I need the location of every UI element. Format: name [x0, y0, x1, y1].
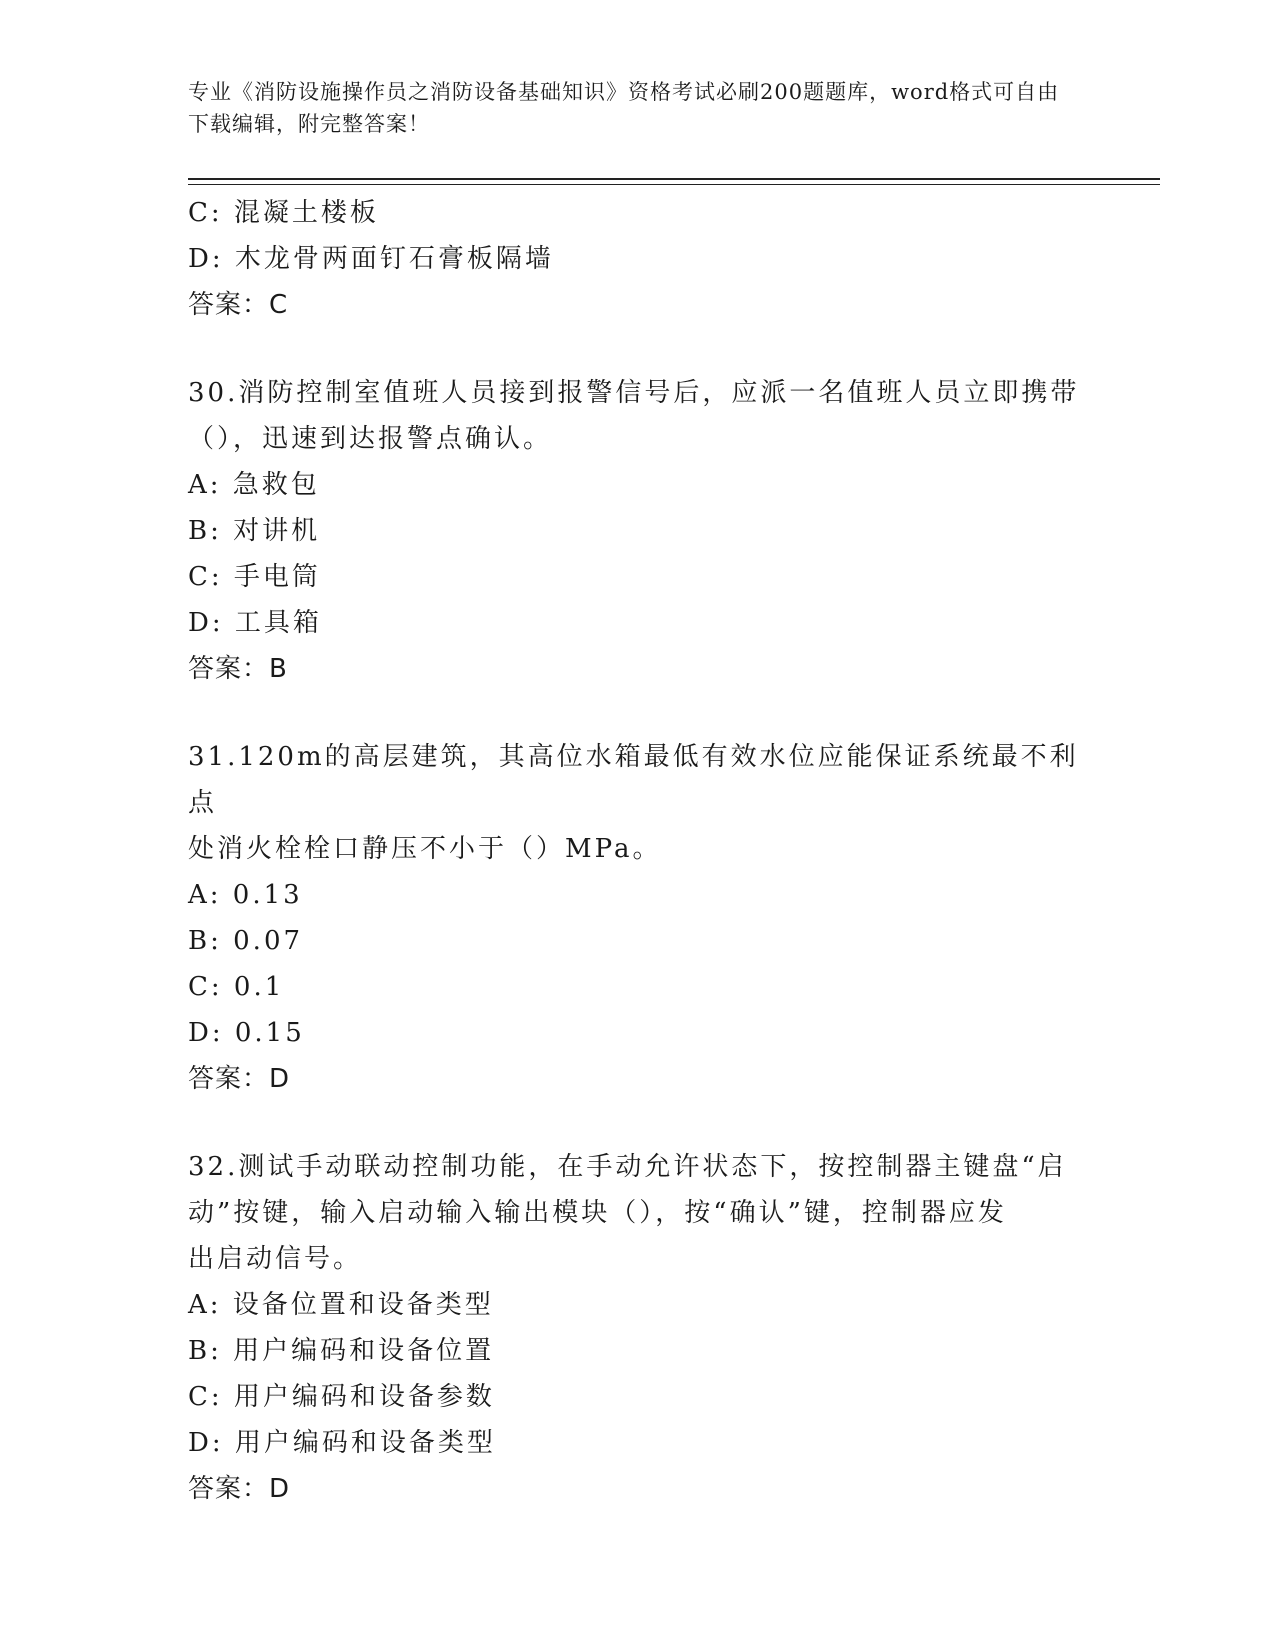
option-b: B: 0.07: [188, 926, 304, 956]
option-a: A: 急救包: [188, 470, 320, 500]
option-b: B: 对讲机: [188, 516, 321, 546]
spacer: [188, 1102, 1088, 1144]
option-d: D: 工具箱: [188, 608, 322, 638]
question-stem-line: 出启动信号。: [188, 1244, 363, 1274]
question-stem-line: 动”按键，输入启动输入输出模块（），按“确认”键，控制器应发: [188, 1198, 1007, 1228]
question-stem-line: 31.120m的高层建筑，其高位水箱最低有效水位应能保证系统最不利点: [188, 742, 1079, 818]
document-header: 专业《消防设施操作员之消防设备基础知识》资格考试必刷200题题库，word格式可自由下载编辑，附完整答案！: [188, 80, 1060, 136]
question-30: [188, 370, 1088, 692]
question-stem-line: 32.测试手动联动控制功能，在手动允许状态下，按控制器主键盘“启: [188, 1152, 1067, 1182]
option-a: A: 设备位置和设备类型: [188, 1290, 494, 1320]
spacer: [188, 692, 1088, 734]
question-29-carryover: [188, 190, 1088, 328]
question-32: [188, 1144, 1088, 1512]
answer-line: 答案：B: [188, 654, 288, 684]
document-body: [188, 190, 1088, 1512]
question-stem-line: 30.消防控制室值班人员接到报警信号后，应派一名值班人员立即携带: [188, 378, 1080, 408]
answer-line: 答案：D: [188, 1474, 291, 1504]
spacer: [188, 328, 1088, 370]
question-31: [188, 734, 1088, 1102]
question-stem-line: （），迅速到达报警点确认。: [188, 424, 553, 454]
answer-line: 答案：C: [188, 290, 289, 320]
option-b: B: 用户编码和设备位置: [188, 1336, 495, 1366]
option-c: C: 手电筒: [188, 562, 321, 592]
option-c: C: 0.1: [188, 972, 285, 1002]
header-rule-thin: [188, 184, 1160, 185]
option-c: C: 混凝土楼板: [188, 198, 379, 228]
option-d: D: 木龙骨两面钉石膏板隔墙: [188, 244, 554, 274]
question-stem-line: 处消火栓栓口静压不小于（）MPa。: [188, 834, 662, 864]
option-a: A: 0.13: [188, 880, 303, 910]
header-rule-thick: [188, 178, 1160, 180]
option-d: D: 0.15: [188, 1018, 305, 1048]
option-d: D: 用户编码和设备类型: [188, 1428, 496, 1458]
answer-line: 答案：D: [188, 1064, 291, 1094]
option-c: C: 用户编码和设备参数: [188, 1382, 495, 1412]
